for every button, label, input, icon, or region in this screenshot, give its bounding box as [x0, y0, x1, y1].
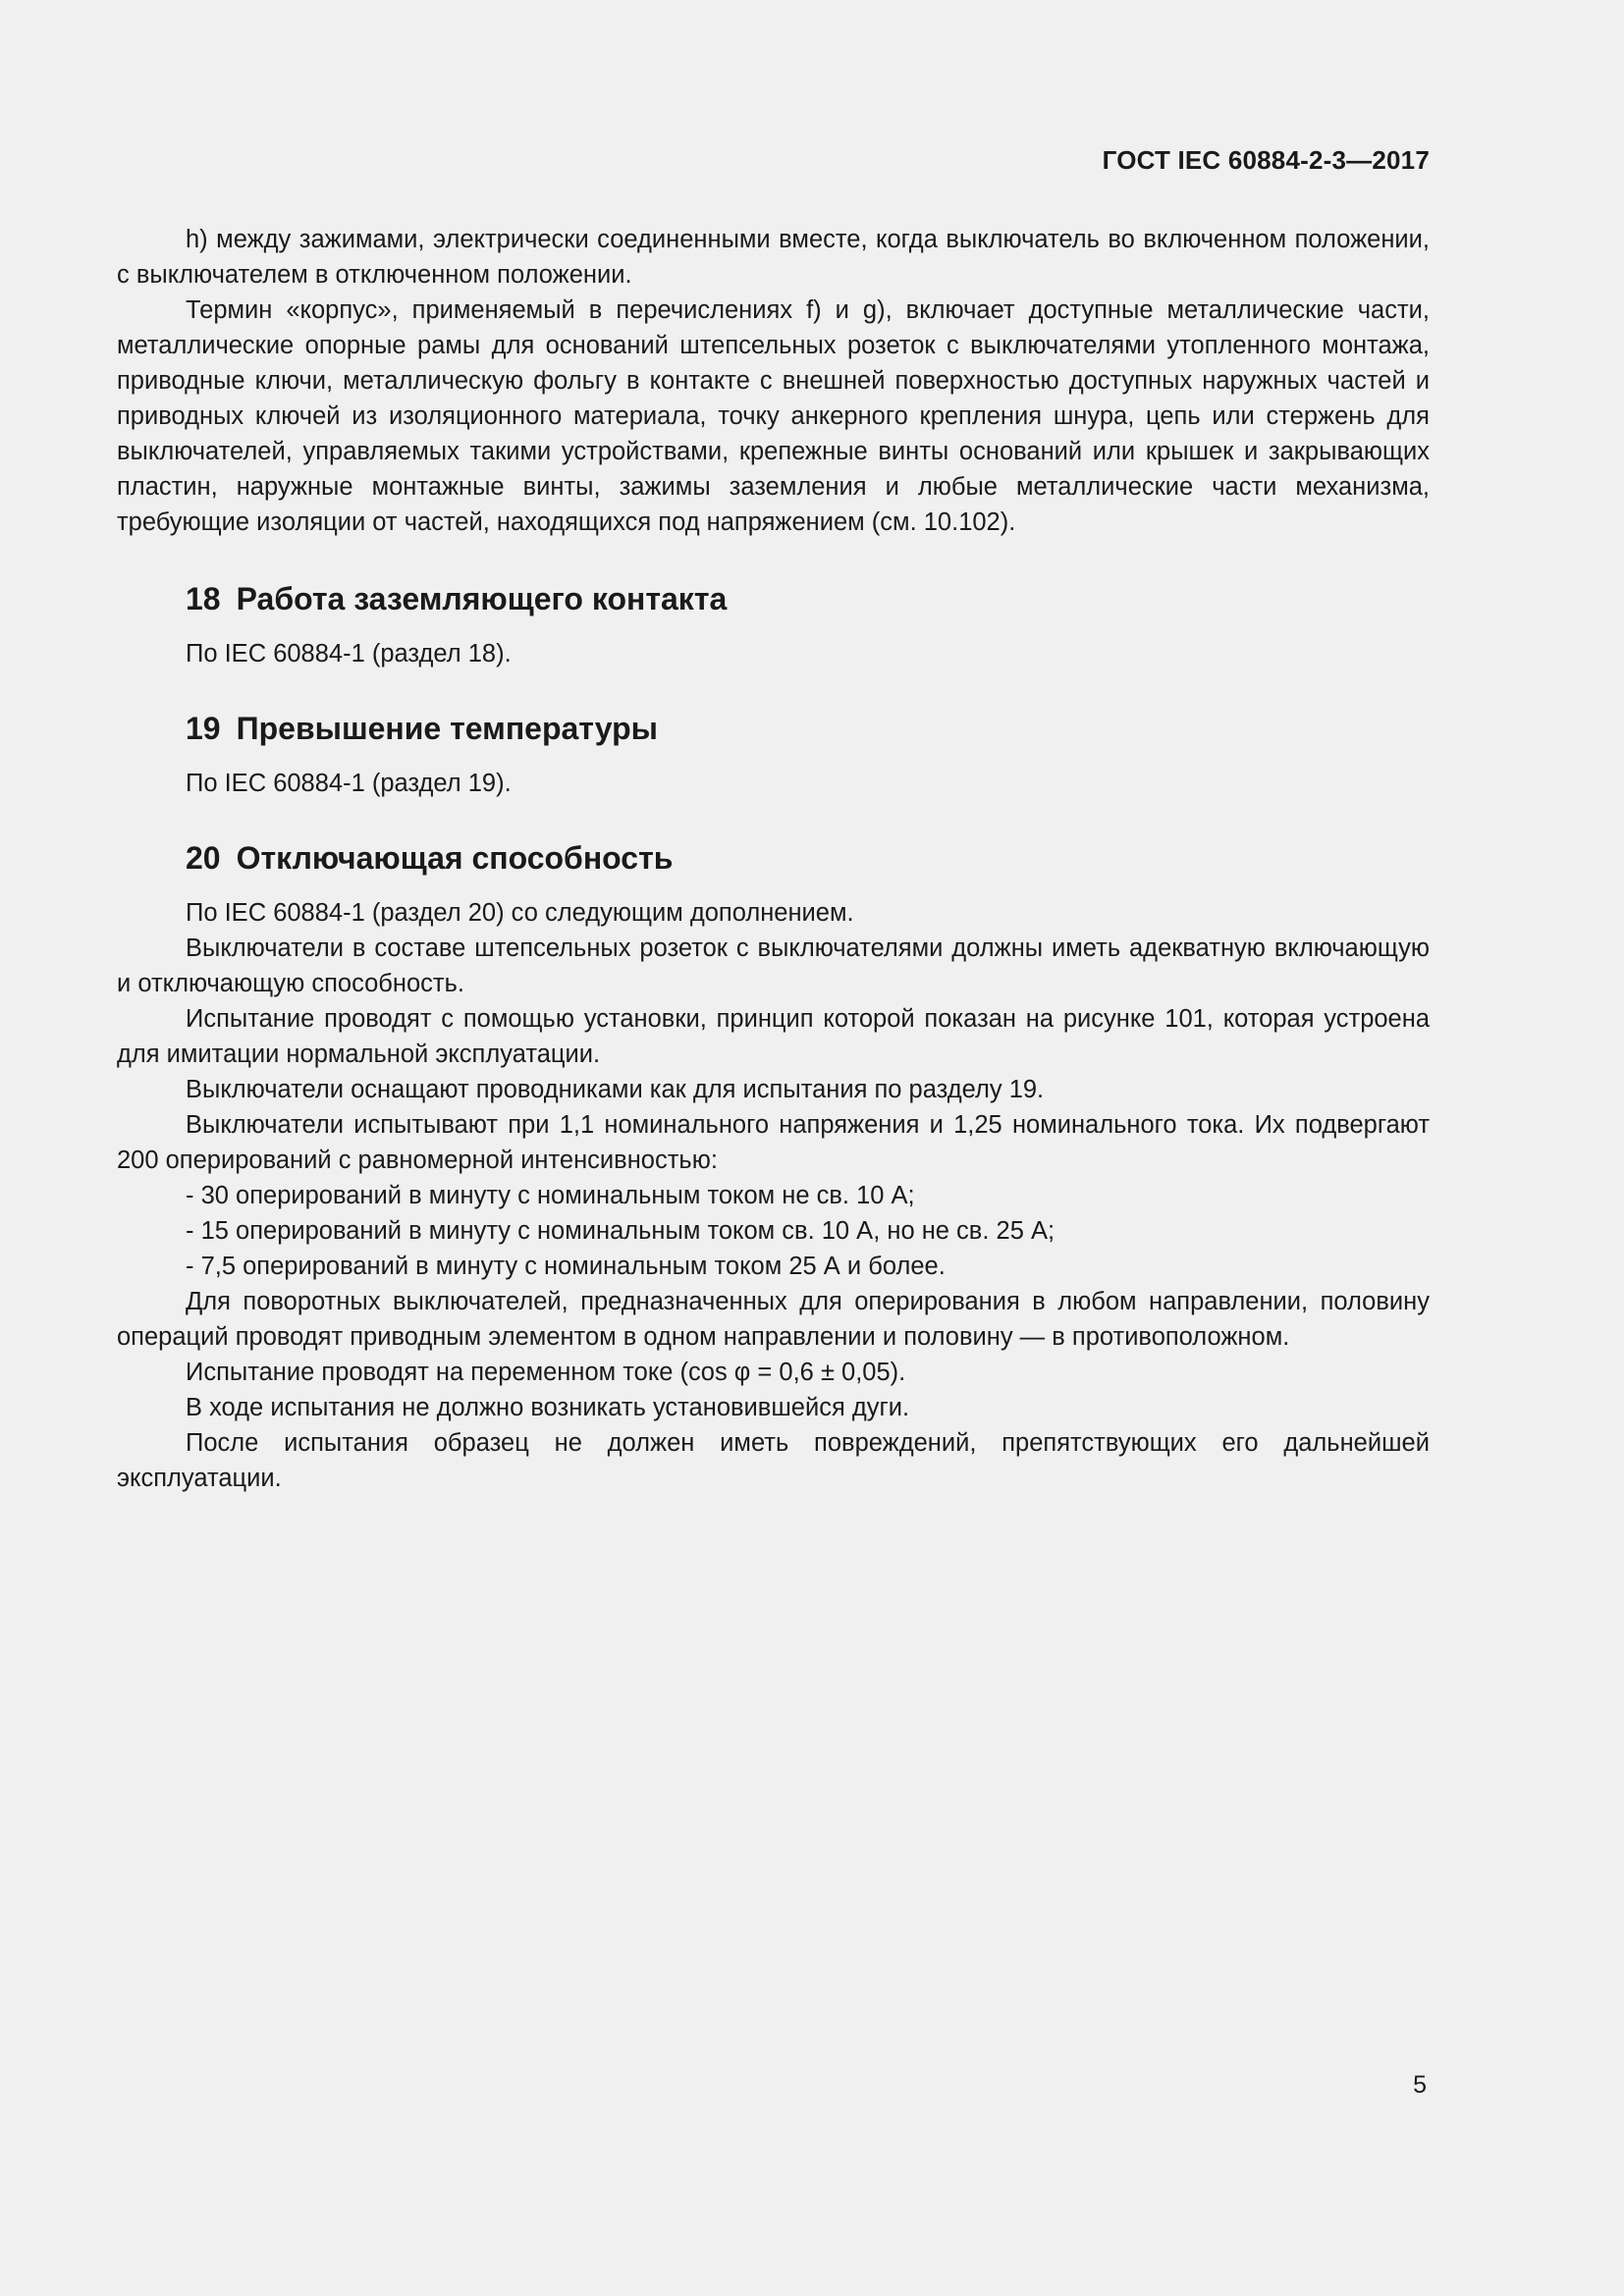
section-20-number: 20 [186, 840, 221, 876]
section-18-number: 18 [186, 581, 221, 616]
section-19-heading [117, 709, 1430, 748]
section-20-paragraph-3: Испытание проводят с помощью установки, принцип которой показан на рисунке 101, которая устроена для имитации нормальной эксплуатации. [117, 1005, 1430, 1068]
section-20-paragraph-6: Для поворотных выключателей, предназначенных для оперирования в любом направлении, половину операций проводят приводным элементом в одном направлении и половину — в противоположном. [117, 1288, 1430, 1351]
section-18-title: Работа заземляющего контакта [236, 581, 728, 616]
section-20-paragraph-1: По IEC 60884-1 (раздел 20) со следующим дополнением. [186, 899, 854, 927]
section-18-text: По IEC 60884-1 (раздел 18). [186, 640, 512, 667]
section-20-heading [117, 838, 1430, 878]
section-20-paragraph-8: В ходе испытания не должно возникать установившейся дуги. [186, 1394, 910, 1421]
section-20-paragraph-7: Испытание проводят на переменном токе (cos φ = 0,6 ± 0,05). [186, 1359, 906, 1386]
list-item: - 7,5 оперирований в минуту с номинальным током 25 А и более. [186, 1253, 946, 1280]
page-content [117, 222, 1430, 1496]
intro-paragraph-housing-term: Термин «корпус», применяемый в перечислениях f) и g), включает доступные металлические части, металлические опорные рамы для оснований штепсельных розеток с выключателями утопленного монтажа, приводные ключи, металлическую фольгу в контакте с внешней поверхностью доступных наружных частей и приводных ключей из изоляционного материала, точку анкерного крепления шнура, цепь или стержень для выключателей, управляемых такими устройствами, крепежные винты оснований или крышек и закрывающих пластин, наружные монтажные винты, зажимы заземления и любые металлические части механизма, требующие изоляции от частей, находящихся под напряжением (см. 10.102). [117, 296, 1430, 536]
section-20-paragraph-9: После испытания образец не должен иметь повреждений, препятствующих его дальнейшей эксплуатации. [117, 1429, 1430, 1492]
page-number: 5 [1413, 2071, 1427, 2099]
intro-paragraph-h: h) между зажимами, электрически соединенными вместе, когда выключатель во включенном положении, с выключателем в отключенном положении. [117, 226, 1430, 289]
list-item: - 15 оперирований в минуту с номинальным током св. 10 А, но не св. 25 А; [186, 1217, 1056, 1245]
section-20-paragraph-2: Выключатели в составе штепсельных розеток с выключателями должны иметь адекватную включающую и отключающую способность. [117, 934, 1430, 997]
section-20-paragraph-4: Выключатели оснащают проводниками как для испытания по разделу 19. [186, 1076, 1045, 1103]
section-20-title: Отключающая способность [236, 840, 674, 876]
section-19-text: По IEC 60884-1 (раздел 19). [186, 770, 512, 797]
section-20-paragraph-5: Выключатели испытывают при 1,1 номинального напряжения и 1,25 номинального тока. Их подвергают 200 оперирований с равномерной интенсивностью: [117, 1111, 1430, 1174]
section-19-number: 19 [186, 711, 221, 746]
list-item: - 30 оперирований в минуту с номинальным током не св. 10 А; [186, 1182, 915, 1209]
section-18-heading [117, 579, 1430, 618]
section-19-title: Превышение температуры [236, 711, 658, 746]
document-code-header: ГОСТ IEC 60884-2-3—2017 [1102, 145, 1430, 175]
